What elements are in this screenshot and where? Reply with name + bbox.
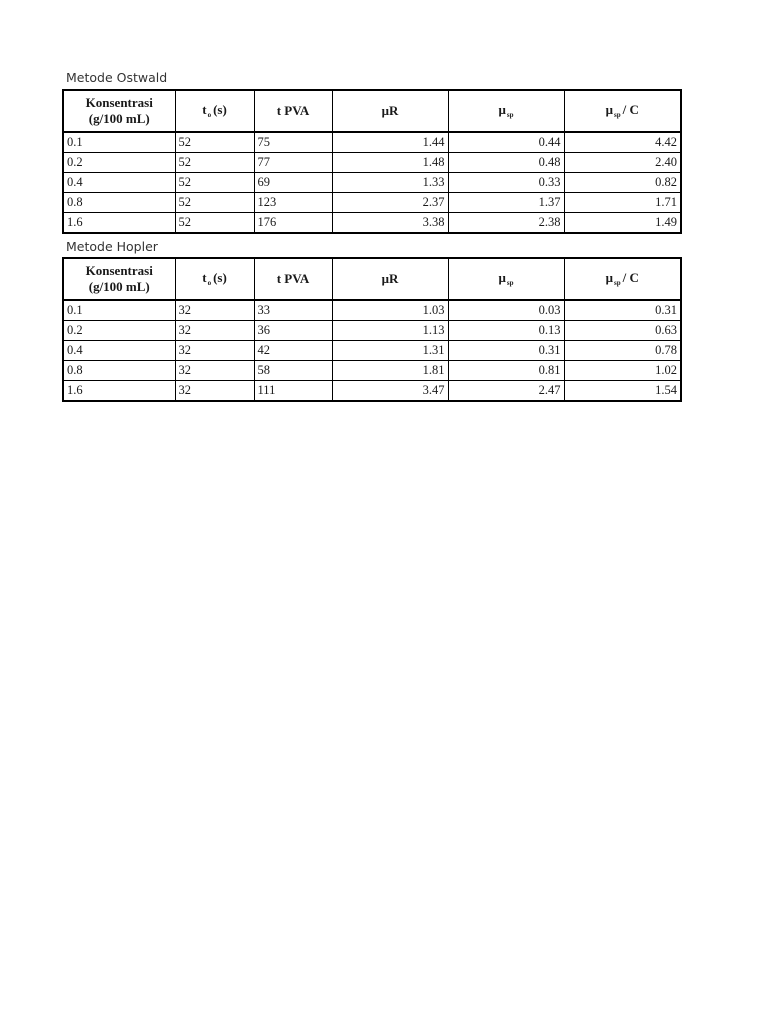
table-row xyxy=(63,193,681,213)
table-row xyxy=(63,213,681,234)
cell-mu-r: 1.03 xyxy=(332,300,448,321)
header-t0-symbol: t xyxy=(202,102,207,117)
cell-mu-sp: 0.31 xyxy=(448,341,564,361)
cell-t-pva: 33 xyxy=(254,300,332,321)
cell-t0: 32 xyxy=(175,341,254,361)
ostwald-title: Metode Ostwald xyxy=(66,70,168,85)
header-konsentrasi-label: Konsentrasi xyxy=(85,95,153,110)
table-row xyxy=(63,300,681,321)
cell-mu-sp: 2.38 xyxy=(448,213,564,234)
cell-konsentrasi: 1.6 xyxy=(63,213,175,234)
cell-t0: 52 xyxy=(175,173,254,193)
cell-mu-sp-c: 2.40 xyxy=(564,153,681,173)
cell-mu-sp: 0.44 xyxy=(448,132,564,153)
header-mu-sp-symbol: μ xyxy=(498,102,506,117)
table-row xyxy=(63,361,681,381)
cell-mu-sp-c: 0.63 xyxy=(564,321,681,341)
cell-mu-r: 1.31 xyxy=(332,341,448,361)
cell-mu-r: 1.81 xyxy=(332,361,448,381)
cell-mu-sp-c: 0.31 xyxy=(564,300,681,321)
cell-mu-r: 3.47 xyxy=(332,381,448,402)
header-mu-sp xyxy=(448,258,564,300)
header-mu-sp-subscript: sp xyxy=(506,111,514,119)
cell-konsentrasi: 0.4 xyxy=(63,173,175,193)
header-t0-subscript: o xyxy=(207,111,212,119)
header-mu-sp-subscript: sp xyxy=(506,279,514,287)
header-mu-sp-c-suffix: / C xyxy=(622,102,639,117)
cell-t-pva: 111 xyxy=(254,381,332,402)
table-header-row xyxy=(63,258,681,300)
header-mu-sp-c-subscript: sp xyxy=(614,279,621,287)
header-mu-sp xyxy=(448,90,564,132)
ostwald-table xyxy=(62,89,682,234)
cell-mu-r: 2.37 xyxy=(332,193,448,213)
header-mu-r: μR xyxy=(332,258,448,300)
header-konsentrasi-unit: (g/100 mL) xyxy=(88,279,150,294)
cell-t-pva: 176 xyxy=(254,213,332,234)
table-header-row xyxy=(63,90,681,132)
cell-t-pva: 42 xyxy=(254,341,332,361)
cell-mu-r: 1.33 xyxy=(332,173,448,193)
cell-mu-sp: 1.37 xyxy=(448,193,564,213)
header-mu-sp-c-symbol: μ xyxy=(605,102,613,117)
cell-t-pva: 123 xyxy=(254,193,332,213)
cell-konsentrasi: 0.1 xyxy=(63,132,175,153)
header-mu-r: μR xyxy=(332,90,448,132)
table-row xyxy=(63,132,681,153)
header-t0 xyxy=(175,90,254,132)
cell-t0: 52 xyxy=(175,153,254,173)
cell-t0: 52 xyxy=(175,132,254,153)
header-konsentrasi xyxy=(63,90,175,132)
cell-konsentrasi: 0.4 xyxy=(63,341,175,361)
cell-t0: 52 xyxy=(175,213,254,234)
header-t-pva: t PVA xyxy=(254,258,332,300)
cell-t-pva: 58 xyxy=(254,361,332,381)
cell-t0: 32 xyxy=(175,361,254,381)
cell-mu-sp-c: 1.71 xyxy=(564,193,681,213)
header-mu-sp-c xyxy=(564,90,681,132)
cell-mu-sp-c: 1.49 xyxy=(564,213,681,234)
table-row xyxy=(63,321,681,341)
cell-konsentrasi: 0.2 xyxy=(63,153,175,173)
table-row xyxy=(63,381,681,402)
header-mu-sp-c xyxy=(564,258,681,300)
cell-mu-sp: 0.13 xyxy=(448,321,564,341)
header-t0 xyxy=(175,258,254,300)
hopler-title: Metode Hopler xyxy=(66,239,158,254)
table-row xyxy=(63,341,681,361)
cell-konsentrasi: 1.6 xyxy=(63,381,175,402)
cell-t-pva: 77 xyxy=(254,153,332,173)
table-row xyxy=(63,153,681,173)
header-mu-sp-c-suffix: / C xyxy=(622,270,639,285)
cell-mu-sp-c: 1.02 xyxy=(564,361,681,381)
header-t0-unit: (s) xyxy=(213,102,227,117)
cell-mu-sp: 0.03 xyxy=(448,300,564,321)
header-konsentrasi xyxy=(63,258,175,300)
table-row xyxy=(63,173,681,193)
cell-mu-sp-c: 0.82 xyxy=(564,173,681,193)
cell-mu-r: 1.48 xyxy=(332,153,448,173)
cell-konsentrasi: 0.1 xyxy=(63,300,175,321)
cell-t0: 32 xyxy=(175,300,254,321)
cell-mu-r: 3.38 xyxy=(332,213,448,234)
cell-konsentrasi: 0.8 xyxy=(63,361,175,381)
header-t-pva: t PVA xyxy=(254,90,332,132)
header-mu-sp-c-subscript: sp xyxy=(614,111,621,119)
header-t0-symbol: t xyxy=(202,270,207,285)
hopler-table xyxy=(62,257,682,402)
cell-konsentrasi: 0.8 xyxy=(63,193,175,213)
header-mu-sp-symbol: μ xyxy=(498,270,506,285)
header-t0-subscript: o xyxy=(207,279,212,287)
cell-mu-sp: 0.33 xyxy=(448,173,564,193)
cell-t0: 52 xyxy=(175,193,254,213)
header-konsentrasi-label: Konsentrasi xyxy=(85,263,153,278)
cell-mu-r: 1.44 xyxy=(332,132,448,153)
header-t0-unit: (s) xyxy=(213,270,227,285)
cell-t-pva: 36 xyxy=(254,321,332,341)
cell-mu-sp: 0.81 xyxy=(448,361,564,381)
cell-mu-sp-c: 4.42 xyxy=(564,132,681,153)
cell-t-pva: 75 xyxy=(254,132,332,153)
cell-konsentrasi: 0.2 xyxy=(63,321,175,341)
cell-t0: 32 xyxy=(175,381,254,402)
cell-t0: 32 xyxy=(175,321,254,341)
cell-t-pva: 69 xyxy=(254,173,332,193)
cell-mu-sp: 0.48 xyxy=(448,153,564,173)
header-konsentrasi-unit: (g/100 mL) xyxy=(88,111,150,126)
header-mu-sp-c-symbol: μ xyxy=(605,270,613,285)
cell-mu-sp-c: 0.78 xyxy=(564,341,681,361)
cell-mu-sp-c: 1.54 xyxy=(564,381,681,402)
cell-mu-sp: 2.47 xyxy=(448,381,564,402)
cell-mu-r: 1.13 xyxy=(332,321,448,341)
